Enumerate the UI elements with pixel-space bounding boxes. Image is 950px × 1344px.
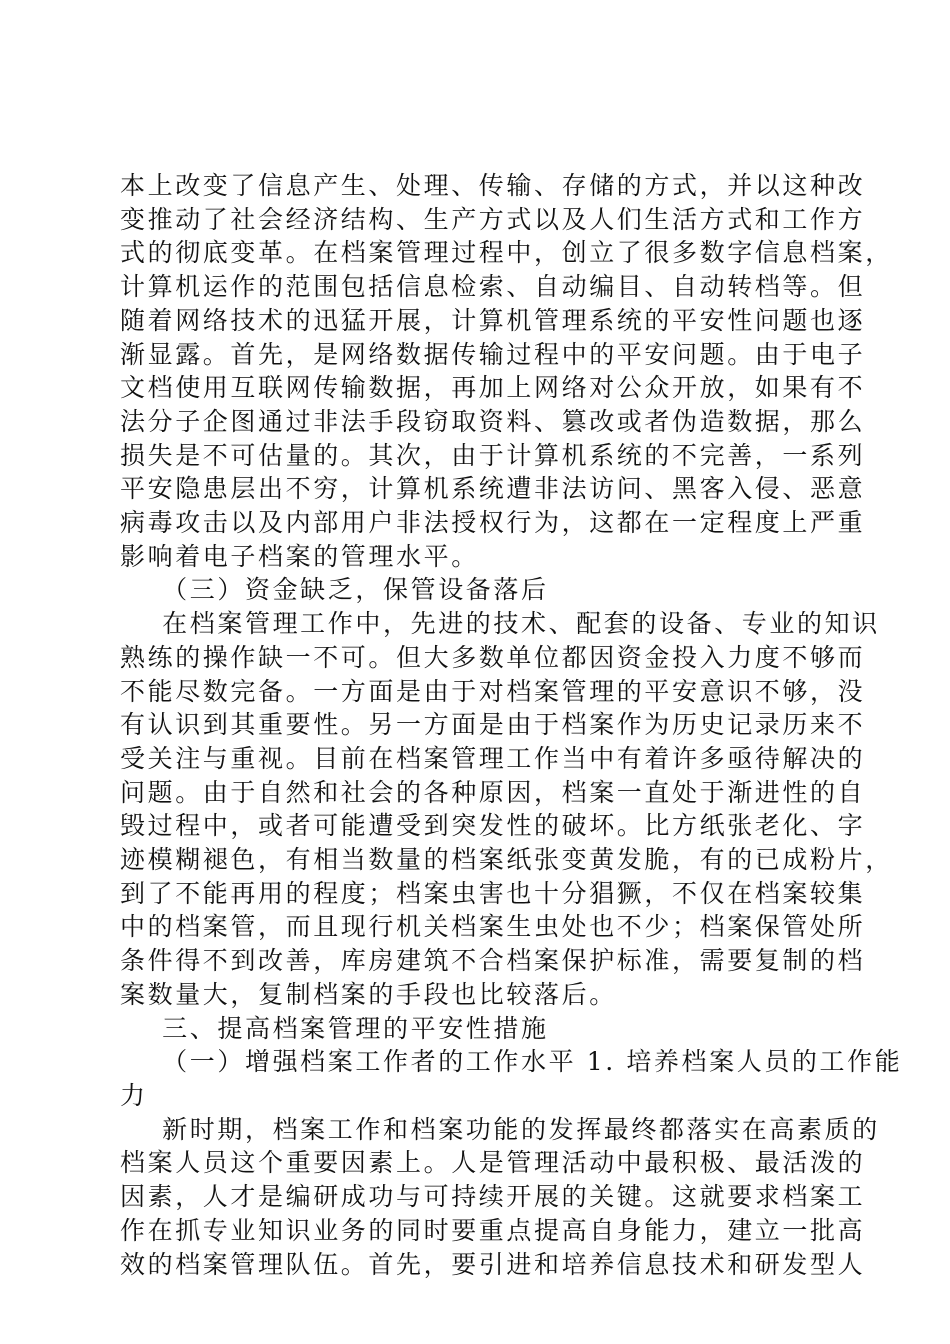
text-line: 渐显露。首先，是网络数据传输过程中的平安问题。由于电子 (120, 339, 866, 369)
text-line: 计算机运作的范围包括信息检索、自动编目、自动转档等。但 (120, 272, 866, 302)
text-line: 受关注与重视。目前在档案管理工作当中有着许多亟待解决的 (120, 743, 866, 773)
heading-security-measures (120, 1012, 840, 1046)
text-line: 熟练的操作缺一不可。但大多数单位都因资金投入力度不够而 (120, 642, 866, 672)
text-line: 新时期，档案工作和档案功能的发挥最终都落实在高素质的 (120, 1114, 880, 1144)
text-line: 迹模糊褪色，有相当数量的档案纸张变黄发脆，有的已成粉片， (120, 845, 893, 875)
text-line: 有认识到其重要性。另一方面是由于档案作为历史记录历来不 (120, 710, 866, 740)
text-line: 问题。由于自然和社会的各种原因，档案一直处于渐进性的自 (120, 777, 866, 807)
text-line: 中的档案管，而且现行机关档案生虫处也不少；档案保管处所 (120, 912, 866, 942)
text-line: 因素，人才是编研成功与可持续开展的关键。这就要求档案工 (120, 1182, 866, 1212)
para-new-era (120, 1113, 880, 1282)
text-line: 变推动了社会经济结构、生产方式以及人们生活方式和工作方 (120, 204, 866, 234)
document-body (120, 169, 903, 1281)
text-line: （三）资金缺乏，保管设备落后 (120, 575, 549, 605)
text-line: 作在抓专业知识业务的同时要重点提高自身能力，建立一批高 (120, 1215, 866, 1245)
text-line: 影响着电子档案的管理水平。 (120, 541, 479, 571)
text-line: 随着网络技术的迅猛开展，计算机管理系统的平安性问题也逐 (120, 305, 866, 335)
text-line: 式的彻底变革。在档案管理过程中，创立了很多数字信息档案， (120, 238, 893, 268)
subheading-funding-shortage (120, 573, 840, 607)
text-line: 平安隐患层出不穷，计算机系统遭非法访问、黑客入侵、恶意 (120, 474, 866, 504)
text-line: 档案人员这个重要因素上。人是管理活动中最积极、最活泼的 (120, 1148, 866, 1178)
text-line: 法分子企图通过非法手段窃取资料、篡改或者伪造数据，那么 (120, 406, 866, 436)
text-line: 力 (120, 1080, 148, 1110)
text-line: 条件得不到改善，库房建筑不合档案保护标准，需要复制的档 (120, 946, 866, 976)
text-line: 病毒攻击以及内部用户非法授权行为，这都在一定程度上严重 (120, 508, 866, 538)
text-line: 三、提高档案管理的平安性措施 (120, 1013, 549, 1043)
text-line: （一）增强档案工作者的工作水平 1. 培养档案人员的工作能 (120, 1047, 903, 1077)
text-line: 本上改变了信息产生、处理、传输、存储的方式，并以这种改 (120, 171, 866, 200)
text-line: 损失是不可估量的。其次，由于计算机系统的不完善，一系列 (120, 440, 866, 470)
para-funding-shortage (120, 607, 893, 1011)
subheading-strengthen-workers (120, 1045, 903, 1112)
text-line: 在档案管理工作中，先进的技术、配套的设备、专业的知识 (120, 609, 880, 639)
text-line: 到了不能再用的程度；档案虫害也十分猖獗，不仅在档案较集 (120, 878, 866, 908)
text-line: 效的档案管理队伍。首先，要引进和培养信息技术和研发型人 (120, 1249, 866, 1279)
text-line: 文档使用互联网传输数据，再加上网络对公众开放，如果有不 (120, 373, 866, 403)
para-continued-security (120, 169, 893, 573)
text-line: 案数量大，复制档案的手段也比较落后。 (120, 979, 617, 1009)
text-line: 不能尽数完备。一方面是由于对档案管理的平安意识不够，没 (120, 676, 866, 706)
text-line: 毁过程中，或者可能遭受到突发性的破坏。比方纸张老化、字 (120, 811, 866, 841)
